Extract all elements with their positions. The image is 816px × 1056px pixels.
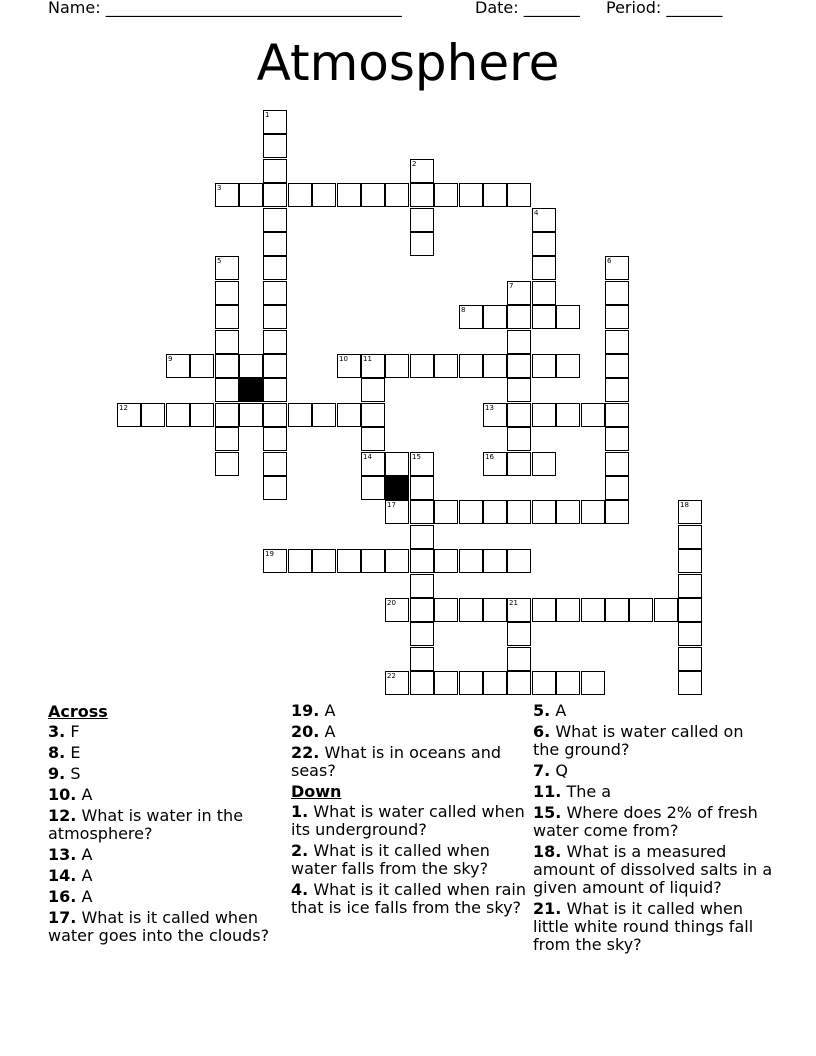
grid-cell[interactable]: [581, 671, 605, 695]
grid-cell[interactable]: [312, 549, 336, 573]
clue-text: Where does 2% of fresh water come from?: [533, 803, 758, 840]
clue-number-label: 21.: [533, 899, 562, 918]
grid-cell[interactable]: [410, 647, 434, 671]
grid-cell[interactable]: [605, 305, 629, 329]
clue-item: [48, 807, 288, 843]
grid-cell[interactable]: [263, 476, 287, 500]
clue-number: 13: [485, 404, 494, 412]
grid-cell[interactable]: [361, 427, 385, 451]
grid-cell[interactable]: [532, 281, 556, 305]
clue-number: 6: [607, 257, 612, 265]
grid-cell[interactable]: [459, 598, 483, 622]
grid-cell[interactable]: [215, 281, 239, 305]
clue-item: [291, 723, 531, 741]
grid-cell[interactable]: [385, 354, 409, 378]
clue-number-label: 2.: [291, 841, 309, 860]
grid-cell[interactable]: [556, 500, 580, 524]
clue-item: [48, 786, 288, 804]
grid-cell[interactable]: [507, 427, 531, 451]
clue-number-label: 11.: [533, 782, 562, 801]
grid-cell[interactable]: [605, 598, 629, 622]
grid-cell[interactable]: [532, 403, 556, 427]
grid-cell[interactable]: [385, 549, 409, 573]
clue-number-label: 5.: [533, 701, 551, 720]
grid-cell[interactable]: [507, 622, 531, 646]
grid-cell[interactable]: [507, 378, 531, 402]
clue-number: 20: [387, 599, 396, 607]
grid-cell[interactable]: [678, 647, 702, 671]
grid-cell[interactable]: [556, 598, 580, 622]
grid-cell[interactable]: [263, 305, 287, 329]
grid-cell[interactable]: [434, 671, 458, 695]
grid-cell[interactable]: [434, 183, 458, 207]
clue-number-label: 19.: [291, 701, 320, 720]
clue-number: 1: [265, 111, 270, 119]
grid-cell[interactable]: [337, 403, 361, 427]
black-cell: [385, 476, 409, 500]
clue-number: 22: [387, 672, 396, 680]
clue-text: S: [70, 764, 81, 783]
clue-number: 17: [387, 501, 396, 509]
grid-cell[interactable]: [532, 671, 556, 695]
grid-cell[interactable]: [215, 403, 239, 427]
grid-cell[interactable]: [215, 427, 239, 451]
grid-cell[interactable]: [239, 183, 263, 207]
clue-text: A: [324, 701, 336, 720]
grid-cell[interactable]: [483, 354, 507, 378]
grid-cell[interactable]: [629, 598, 653, 622]
grid-cell[interactable]: [483, 549, 507, 573]
clue-text: A: [81, 887, 93, 906]
clue-number-label: 9.: [48, 764, 66, 783]
grid-cell[interactable]: [385, 452, 409, 476]
grid-cell[interactable]: [410, 671, 434, 695]
grid-cell[interactable]: [410, 574, 434, 598]
grid-cell[interactable]: [385, 183, 409, 207]
grid-cell[interactable]: [410, 208, 434, 232]
clue-number-label: 14.: [48, 866, 77, 885]
grid-cell[interactable]: [410, 622, 434, 646]
grid-cell[interactable]: [434, 598, 458, 622]
grid-cell[interactable]: [556, 354, 580, 378]
clue-item: [48, 888, 288, 906]
grid-cell[interactable]: [361, 183, 385, 207]
clue-item: [291, 803, 531, 839]
grid-cell[interactable]: [507, 354, 531, 378]
date-line: _______: [523, 0, 580, 17]
grid-cell[interactable]: [410, 500, 434, 524]
grid-cell[interactable]: [361, 403, 385, 427]
clue-number-label: 18.: [533, 842, 562, 861]
clue-item: [533, 843, 773, 897]
clue-number-label: 22.: [291, 743, 320, 762]
grid-cell[interactable]: [239, 354, 263, 378]
grid-cell[interactable]: [556, 305, 580, 329]
clue-number: 12: [119, 404, 128, 412]
grid-cell[interactable]: [312, 183, 336, 207]
grid-cell[interactable]: [190, 403, 214, 427]
grid-cell[interactable]: [361, 476, 385, 500]
grid-cell[interactable]: [507, 671, 531, 695]
clue-text: What is it called when rain that is ice falls from the sky?: [291, 880, 526, 917]
clue-number: 21: [509, 599, 518, 607]
clue-number-label: 10.: [48, 785, 77, 804]
grid-cell[interactable]: [410, 183, 434, 207]
grid-cell[interactable]: [507, 647, 531, 671]
clue-number-label: 7.: [533, 761, 551, 780]
grid-cell[interactable]: [556, 403, 580, 427]
grid-cell[interactable]: [605, 476, 629, 500]
grid-cell[interactable]: [507, 403, 531, 427]
grid-cell[interactable]: [605, 330, 629, 354]
grid-cell[interactable]: [263, 378, 287, 402]
grid-cell[interactable]: [410, 598, 434, 622]
clue-item: [48, 909, 288, 945]
grid-cell[interactable]: [605, 427, 629, 451]
grid-cell[interactable]: [507, 500, 531, 524]
grid-cell[interactable]: [581, 403, 605, 427]
clue-item: [291, 744, 531, 780]
clue-item: [533, 702, 773, 720]
grid-cell[interactable]: [288, 183, 312, 207]
grid-cell[interactable]: [190, 354, 214, 378]
grid-cell[interactable]: [459, 500, 483, 524]
grid-cell[interactable]: [434, 549, 458, 573]
grid-cell[interactable]: [263, 134, 287, 158]
grid-cell[interactable]: [166, 403, 190, 427]
clue-number: 8: [461, 306, 466, 314]
clue-number-label: 15.: [533, 803, 562, 822]
clue-text: What is it called when little white round things fall from the sky?: [533, 899, 754, 954]
grid-cell[interactable]: [263, 452, 287, 476]
grid-cell[interactable]: [215, 378, 239, 402]
clue-item: [48, 846, 288, 864]
grid-cell[interactable]: [532, 256, 556, 280]
grid-cell[interactable]: [361, 378, 385, 402]
clue-item: [533, 804, 773, 840]
grid-cell[interactable]: [410, 549, 434, 573]
clue-number-label: 17.: [48, 908, 77, 927]
clue-number: 3: [217, 184, 222, 192]
grid-cell[interactable]: [434, 500, 458, 524]
grid-cell[interactable]: [581, 598, 605, 622]
clue-item: [48, 723, 288, 741]
clue-column-1: [48, 702, 288, 948]
grid-cell[interactable]: [556, 671, 580, 695]
clue-text: A: [81, 845, 93, 864]
grid-cell[interactable]: [215, 452, 239, 476]
grid-cell[interactable]: [459, 671, 483, 695]
grid-cell[interactable]: [459, 354, 483, 378]
clue-number: 14: [363, 453, 372, 461]
grid-cell[interactable]: [507, 330, 531, 354]
grid-cell[interactable]: [288, 549, 312, 573]
grid-cell[interactable]: [483, 183, 507, 207]
clue-item: [533, 783, 773, 801]
clue-item: [533, 723, 773, 759]
grid-cell[interactable]: [532, 354, 556, 378]
name-line: _____________________________________: [105, 0, 402, 17]
clue-item: [48, 867, 288, 885]
grid-cell[interactable]: [263, 159, 287, 183]
grid-cell[interactable]: [678, 622, 702, 646]
grid-cell[interactable]: [263, 281, 287, 305]
clue-text: A: [324, 722, 336, 741]
grid-cell[interactable]: [483, 305, 507, 329]
clue-text: What is water in the atmosphere?: [48, 806, 244, 843]
grid-cell[interactable]: [532, 500, 556, 524]
grid-cell[interactable]: [434, 354, 458, 378]
clue-number: 16: [485, 453, 494, 461]
grid-cell[interactable]: [239, 403, 263, 427]
clue-item: [533, 762, 773, 780]
clue-number-label: 13.: [48, 845, 77, 864]
down-heading: Down: [291, 782, 342, 801]
grid-cell[interactable]: [507, 183, 531, 207]
clue-text: A: [81, 866, 93, 885]
grid-cell[interactable]: [605, 378, 629, 402]
grid-cell[interactable]: [507, 549, 531, 573]
grid-cell[interactable]: [215, 354, 239, 378]
clue-number-label: 6.: [533, 722, 551, 741]
clue-text: What is in oceans and seas?: [291, 743, 501, 780]
grid-cell[interactable]: [605, 354, 629, 378]
clue-item: [533, 900, 773, 954]
grid-cell[interactable]: [263, 183, 287, 207]
date-label: Date:: [475, 0, 519, 17]
grid-cell[interactable]: [605, 452, 629, 476]
clue-text: What is it called when water goes into the clouds?: [48, 908, 270, 945]
clue-text: What is it called when water falls from the sky?: [291, 841, 490, 878]
clue-item: [291, 702, 531, 720]
clue-number: 19: [265, 550, 274, 558]
clue-number: 4: [534, 209, 539, 217]
clue-column-2: [291, 702, 531, 920]
grid-cell[interactable]: [654, 598, 678, 622]
grid-cell[interactable]: [215, 330, 239, 354]
grid-cell[interactable]: [483, 598, 507, 622]
grid-cell[interactable]: [263, 427, 287, 451]
clue-number: 9: [168, 355, 173, 363]
clue-item: [48, 765, 288, 783]
grid-cell[interactable]: [678, 598, 702, 622]
clue-number-label: 3.: [48, 722, 66, 741]
clue-number: 2: [412, 160, 417, 168]
grid-cell[interactable]: [483, 500, 507, 524]
page-title: Atmosphere: [256, 34, 560, 92]
clue-text: What is a measured amount of dissolved salts in a given amount of liquid?: [533, 842, 773, 897]
grid-cell[interactable]: [532, 305, 556, 329]
grid-cell[interactable]: [263, 256, 287, 280]
clue-text: Q: [555, 761, 568, 780]
clue-number: 11: [363, 355, 372, 363]
grid-cell[interactable]: [605, 403, 629, 427]
grid-cell[interactable]: [678, 549, 702, 573]
clue-text: A: [555, 701, 567, 720]
clue-text: What is water called when its underground?: [291, 802, 525, 839]
grid-cell[interactable]: [581, 500, 605, 524]
grid-cell[interactable]: [263, 232, 287, 256]
grid-cell[interactable]: [532, 452, 556, 476]
clue-number-label: 4.: [291, 880, 309, 899]
grid-cell[interactable]: [263, 354, 287, 378]
clue-item: [291, 842, 531, 878]
grid-cell[interactable]: [678, 671, 702, 695]
grid-cell[interactable]: [459, 549, 483, 573]
grid-cell[interactable]: [263, 330, 287, 354]
period-line: _______: [666, 0, 723, 17]
clue-text: A: [81, 785, 93, 804]
grid-cell[interactable]: [678, 525, 702, 549]
clue-text: What is water called on the ground?: [533, 722, 744, 759]
grid-cell[interactable]: [605, 281, 629, 305]
grid-cell[interactable]: [605, 500, 629, 524]
clue-text: The a: [566, 782, 612, 801]
grid-cell[interactable]: [507, 305, 531, 329]
grid-cell[interactable]: [263, 208, 287, 232]
clue-number: 15: [412, 453, 421, 461]
across-heading: Across: [48, 702, 108, 721]
clue-number: 7: [509, 282, 514, 290]
grid-cell[interactable]: [532, 598, 556, 622]
clue-text: E: [70, 743, 81, 762]
grid-cell[interactable]: [507, 452, 531, 476]
grid-cell[interactable]: [263, 403, 287, 427]
clue-item: [291, 881, 531, 917]
clue-item: [48, 744, 288, 762]
grid-cell[interactable]: [361, 549, 385, 573]
period-label: Period:: [606, 0, 662, 17]
grid-cell[interactable]: [215, 305, 239, 329]
grid-cell[interactable]: [410, 354, 434, 378]
clue-number: 10: [339, 355, 348, 363]
grid-cell[interactable]: [288, 403, 312, 427]
grid-cell[interactable]: [410, 232, 434, 256]
black-cell: [239, 378, 263, 402]
grid-cell[interactable]: [337, 549, 361, 573]
clue-number-label: 12.: [48, 806, 77, 825]
grid-cell[interactable]: [678, 574, 702, 598]
clue-number-label: 16.: [48, 887, 77, 906]
grid-cell[interactable]: [459, 183, 483, 207]
clue-column-3: [533, 702, 773, 957]
grid-cell[interactable]: [410, 476, 434, 500]
clue-number-label: 20.: [291, 722, 320, 741]
name-label: Name:: [48, 0, 101, 17]
grid-cell[interactable]: [312, 403, 336, 427]
grid-cell[interactable]: [483, 671, 507, 695]
grid-cell[interactable]: [141, 403, 165, 427]
clue-number: 5: [217, 257, 222, 265]
clue-number: 18: [680, 501, 689, 509]
clue-number-label: 1.: [291, 802, 309, 821]
grid-cell[interactable]: [410, 525, 434, 549]
clue-text: F: [70, 722, 80, 741]
grid-cell[interactable]: [337, 183, 361, 207]
grid-cell[interactable]: [532, 232, 556, 256]
clue-number-label: 8.: [48, 743, 66, 762]
